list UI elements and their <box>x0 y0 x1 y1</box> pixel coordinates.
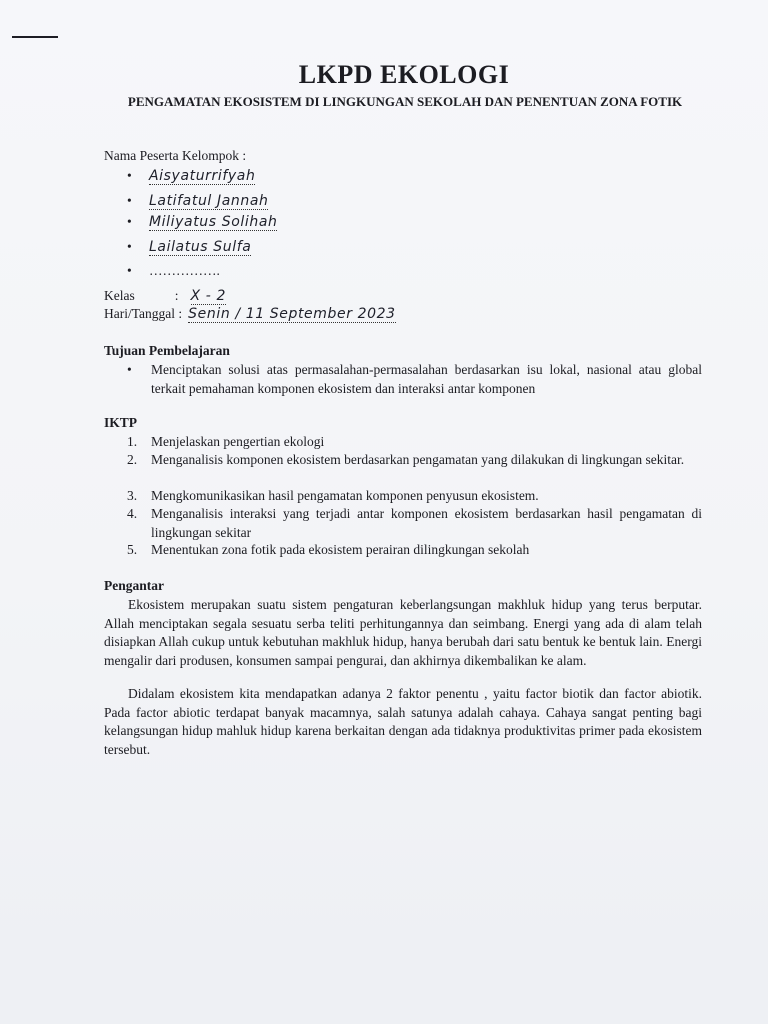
tujuan-text: Menciptakan solusi atas permasalahan-permasalahan berdasarkan isu lokal, nasional atau global terkait pemahaman komponen ekosistem dan interaksi antar komponen <box>151 362 702 396</box>
hari-row <box>104 306 396 322</box>
member-name-blank: ……………. <box>149 263 220 278</box>
hari-value-handwritten: Senin / 11 September 2023 <box>188 306 396 322</box>
iktp-text: Menganalisis komponen ekosistem berdasarkan pengamatan yang dilakukan di lingkungan sekitar. <box>151 452 685 467</box>
iktp-text: Menganalisis interaksi yang terjadi antar komponen ekosistem berdasarkan hasil pengamatan di lingkungan sekitar <box>151 506 702 540</box>
member-item <box>127 263 220 279</box>
iktp-text: Mengkomunikasikan hasil pengamatan komponen penyusun ekosistem. <box>151 488 539 503</box>
iktp-number: 3. <box>127 488 138 503</box>
iktp-item <box>127 541 702 560</box>
iktp-number: 1. <box>127 434 138 449</box>
pengantar-paragraph-2: Didalam ekosistem kita mendapatkan adanya 2 faktor penentu , yaitu factor biotik dan factor abiotik. Pada factor abiotic terdapat banyak macamnya, salah satunya adalah cahaya. Cahaya sangat penting bagi kelangsungan hidup mahluk hidup karena berkaitan dengan ada tidaknya produktivitas primer pada ekosistem tersebut. <box>104 686 702 757</box>
bullet: • <box>127 193 132 208</box>
iktp-number: 2. <box>127 452 138 467</box>
iktp-item <box>127 487 702 506</box>
members-label: Nama Peserta Kelompok : <box>104 148 247 163</box>
tujuan-item <box>127 361 702 398</box>
tujuan-heading: Tujuan Pembelajaran <box>104 343 230 358</box>
bullet: • <box>127 362 132 377</box>
iktp-item <box>127 451 702 470</box>
iktp-item <box>127 505 702 542</box>
bullet: • <box>127 214 132 229</box>
member-name-handwritten: Miliyatus Solihah <box>149 214 278 230</box>
bullet: • <box>127 168 132 183</box>
member-item <box>127 193 268 209</box>
scan-mark <box>12 36 58 38</box>
iktp-heading: IKTP <box>104 415 138 430</box>
hari-label: Hari/Tanggal : <box>104 306 183 321</box>
iktp-text: Menentukan zona fotik pada ekosistem perairan dilingkungan sekolah <box>151 542 530 557</box>
kelas-label: Kelas <box>104 288 135 303</box>
member-name-handwritten: Aisyaturrifyah <box>149 168 256 184</box>
pengantar-heading: Pengantar <box>104 578 164 593</box>
iktp-text: Menjelaskan pengertian ekologi <box>151 434 325 449</box>
pengantar-paragraph-1: Ekosistem merupakan suatu sistem pengaturan keberlangsungan makhluk hidup yang terus berputar. Allah menciptakan segala sesuatu serba teliti perhitungannya dan seimbang. Energi yang ada di alam telah disiapkan Allah cukup untuk kebutuhan makhluk hidup, hanya berubah dari satu bentuk ke bentuk lain. Energi mengalir dari produsen, konsumen sampai pengurai, dan akhirnya dikembalikan ke alam. <box>104 597 702 668</box>
iktp-item <box>127 433 702 452</box>
bullet: • <box>127 263 132 278</box>
iktp-number: 4. <box>127 506 138 521</box>
iktp-number: 5. <box>127 542 138 557</box>
member-item <box>127 239 251 255</box>
bullet: • <box>127 239 132 254</box>
member-item <box>127 168 255 184</box>
member-name-handwritten: Lailatus Sulfa <box>149 239 252 255</box>
member-item <box>127 214 277 230</box>
colon: : <box>174 288 179 303</box>
kelas-row <box>104 288 226 304</box>
kelas-value-handwritten: X - 2 <box>190 288 226 304</box>
member-name-handwritten: Latifatul Jannah <box>149 193 269 209</box>
document-title: LKPD EKOLOGI <box>298 60 510 89</box>
document-subtitle: PENGAMATAN EKOSISTEM DI LINGKUNGAN SEKOLAH DAN PENENTUAN ZONA FOTIK <box>127 94 683 109</box>
